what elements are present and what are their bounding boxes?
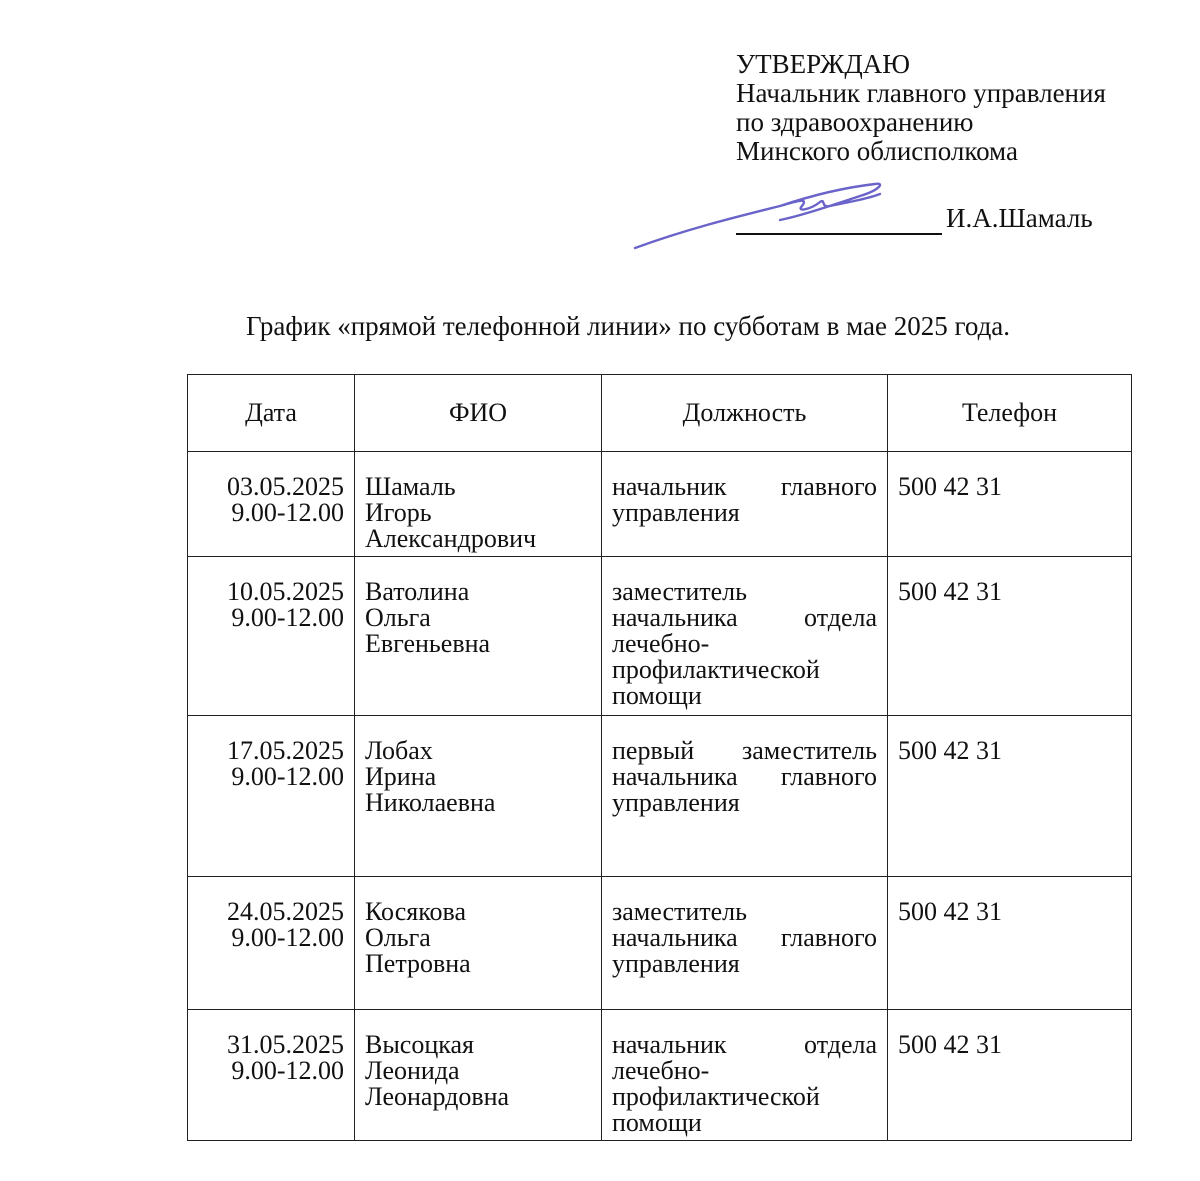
date-value: 17.05.2025 — [227, 736, 344, 765]
phone-cell: 500 42 31 — [888, 1010, 1132, 1141]
time-value: 9.00-12.00 — [231, 498, 344, 527]
header-name: ФИО — [355, 375, 602, 452]
approval-title-line: Минского облисполкома — [736, 136, 1018, 166]
name-cell — [355, 877, 602, 1010]
date-cell — [188, 877, 355, 1010]
position-cell: заместитель начальника отдела лечебно-профилактической помощи — [602, 557, 888, 716]
time-value: 9.00-12.00 — [231, 1056, 344, 1085]
signer-name: И.А.Шамаль — [946, 203, 1093, 233]
date-cell — [188, 1010, 355, 1141]
patronymic: Николаевна — [365, 788, 496, 817]
time-value: 9.00-12.00 — [231, 603, 344, 632]
time-value: 9.00-12.00 — [231, 762, 344, 791]
time-value: 9.00-12.00 — [231, 923, 344, 952]
position-cell: начальник отдела лечебно-профилактической помощи — [602, 1010, 888, 1141]
date-value: 31.05.2025 — [227, 1030, 344, 1059]
table-row — [188, 877, 1132, 1010]
surname: Ватолина — [365, 577, 470, 606]
name-cell — [355, 557, 602, 716]
patronymic: Петровна — [365, 949, 471, 978]
phone-cell: 500 42 31 — [888, 452, 1132, 557]
document-title: График «прямой телефонной линии» по субботам в мае 2025 года. — [246, 311, 1011, 341]
first-name: Ирина — [365, 762, 437, 791]
position-cell: заместитель начальника главного управления — [602, 877, 888, 1010]
approval-block — [736, 50, 1106, 166]
signature-line — [736, 200, 942, 235]
table-row — [188, 716, 1132, 877]
patronymic: Александрович — [365, 524, 537, 553]
first-name: Леонида — [365, 1056, 460, 1085]
first-name: Игорь — [365, 498, 432, 527]
approval-heading: УТВЕРЖДАЮ — [736, 49, 911, 79]
table-row — [188, 452, 1132, 557]
approval-title-line: Начальник главного управления — [736, 78, 1106, 108]
header-position: Должность — [602, 375, 888, 452]
phone-cell: 500 42 31 — [888, 877, 1132, 1010]
first-name: Ольга — [365, 923, 431, 952]
surname: Шамаль — [365, 472, 456, 501]
date-value: 03.05.2025 — [227, 472, 344, 501]
date-cell — [188, 452, 355, 557]
phone-cell: 500 42 31 — [888, 716, 1132, 877]
table-row — [188, 1010, 1132, 1141]
approval-title-line: по здравоохранению — [736, 107, 974, 137]
position-cell: первый заместитель начальника главного управления — [602, 716, 888, 877]
date-value: 10.05.2025 — [227, 577, 344, 606]
surname: Косякова — [365, 897, 466, 926]
header-date: Дата — [188, 375, 355, 452]
name-cell — [355, 1010, 602, 1141]
name-cell — [355, 452, 602, 557]
surname: Высоцкая — [365, 1030, 475, 1059]
patronymic: Леонардовна — [365, 1082, 510, 1111]
table-row — [188, 557, 1132, 716]
position-cell: начальник главного управления — [602, 452, 888, 557]
date-value: 24.05.2025 — [227, 897, 344, 926]
date-cell — [188, 557, 355, 716]
surname: Лобах — [365, 736, 433, 765]
phone-cell: 500 42 31 — [888, 557, 1132, 716]
table-header-row — [188, 375, 1132, 452]
first-name: Ольга — [365, 603, 431, 632]
patronymic: Евгеньевна — [365, 629, 491, 658]
schedule-table — [187, 374, 1132, 1141]
date-cell — [188, 716, 355, 877]
header-phone: Телефон — [888, 375, 1132, 452]
name-cell — [355, 716, 602, 877]
